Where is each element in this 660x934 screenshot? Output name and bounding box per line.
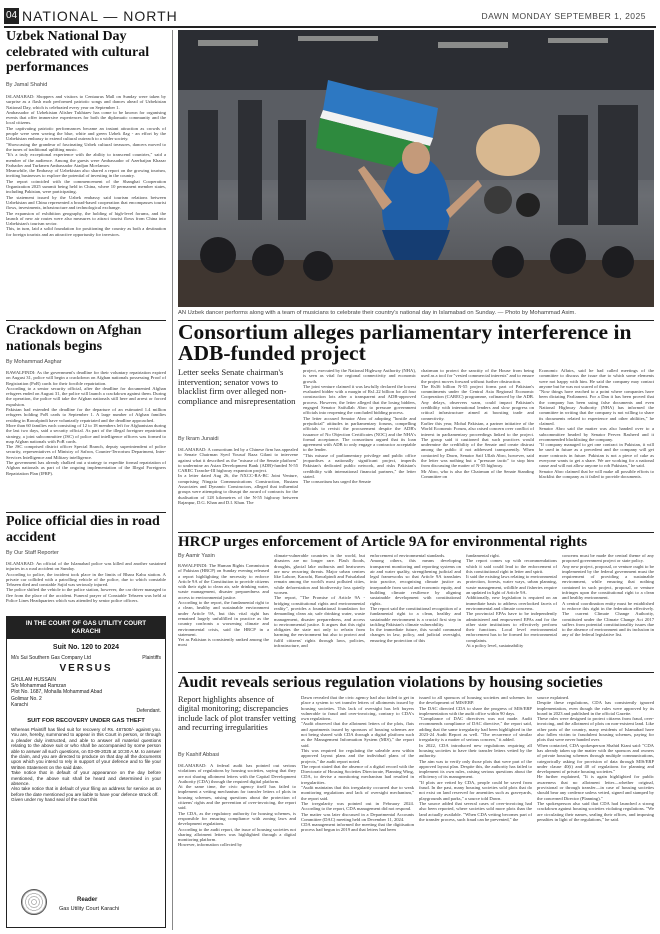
header-rule — [4, 26, 656, 28]
consortium-col3: chairman to protect the sanctity of the House from being used as a tool for "vested commercial interests" and to ensure the project moves forward without further obstruction. The Rs36 billion N-55 project forms part of Pakistan's commitments under the Central Asia Regional Economic Cooperation (CAREC) programme, cofinanced by the ADB. Any delays, observers warn, could impact Pakistan's credibility with international lenders and slow progress on critical infrastructure aimed at boosting trade and connectivity. Earlier this year, Mohal Pakistan, a partner initiative of the World Economic Forum, also raised concern over conflict of interest in parliamentary proceedings linked to the project. The group said it cautioned that such practices would undermine the credibility of the Senate and create distrust among the public if not addressed transparently. When contacted by Dawn, Senator Saif Ullah Abro, however, said the letter was nothing but a "pressure tactic" to stop him from discussing the matter of N-55 highway. Mr Abro, who is also the Chairman of the Senate Standing Committee on — [421, 368, 534, 479]
column-rule — [172, 30, 173, 930]
plaintiff: M/s Sui Southern Gas Company Ltd — [11, 655, 92, 661]
photo-caption: AN Uzbek dancer performs along with a team of musicians to celebrate their country's national day in Islamabad on Sunday. — Photo by Mohammad Asim. — [178, 310, 576, 316]
page-header — [0, 8, 660, 26]
uzbek-headline: Uzbek National Day celebrated with cultural performances — [6, 29, 150, 75]
hrcp-col2: climate-vulnerable countries in the world, but disasters are no longer rare. Flash floods, droughts, glacial lake outbursts and heatwaves are now recurring threats. Major urban centres like Lahore, Karachi, Rawalpindi and Faisalabad remain among the world's most polluted cities, while deforestation and biodiversity loss quietly worsen. The report, "The Promise of Article 9A - bridging constitutional rights and environmental reality", provides a foundational foundation for demanding clean air, safe drinking water, waste management, disaster preparedness, and access to environmental justice. It argues that this right obligates the state not only to refrain from harming the environment but also to protect and fulfil citizens' rights through laws, policies, infrastructure, and — [274, 553, 365, 649]
audit-col2: Dawn revealed that the civic agency had also failed to get in place a system to vet transfer letters of allotments issued by housing societies. This lack of oversight has left buyers vulnerable to fraud and over-invoicing, contrary to CDA's own regulations. "Audit observed that the allotment letters of the plots, flats and apartments issued by sponsors of housing schemes are not being shared with CDA through a digital platform such as the Management Information System (MIS)," the report said. This was required for regulating the saleable area within approved layout plans and the individual plans of the projects," the audit report noted. The report stated that the absence of a digital record with the Directorate of Housing Societies Directorate, Planning Wing, CDA, to devise a monitoring mechanism had resulted in irregularities. "Audit maintains that this irregularity occurred due to weak monitoring regulations and lack of oversight mechanism," the report said. The irregularity was pointed out in February 2024. According to the report, CDA management did not respond. The matter was later discussed in a Departmental Accounts Committee (DAC) meeting held on December 11, 2024. CDA management informed the meeting that the digitisation process had begun in 2019 and that letters had been — [301, 695, 414, 833]
signature-office: Gas Utility Court Karachi — [59, 906, 120, 912]
consortium-deck: Letter seeks Senate chairman's intervention; senator vows to blacklist firm over alleged non-compliance and misrepresentation — [178, 367, 296, 406]
news-photo — [178, 30, 654, 307]
divider — [178, 532, 654, 533]
versus: VERSUS — [59, 663, 113, 674]
hrcp-headline: HRCP urges enforcement of Article 9A for environmental rights — [178, 534, 588, 550]
court-notice — [6, 616, 166, 928]
court-seal — [21, 889, 47, 915]
audit-deck: Report highlights absence of digital monitoring; discrepancies include lack of plot transfer vetting and recurring irregularities — [178, 695, 296, 733]
audit-headline: Audit reveals serious regulation violations by housing societies — [178, 674, 603, 691]
consortium-col2: project, executed by the National Highway Authority (NHA), is seen as vital for regional connectivity and economic growth. The joint venture claimed it was lawfully declared the lowest evaluated bidder with a margin of Rs1.22 billion for all four construction lots after a transparent and ADB-approved process. However, the letter alleged that the losing bidders, engaged Senator Saifullah Abro to pressure government officials into reopening the concluded bidding process. The letter accused Senator Abro of adopting "hostile and prejudicial" attitudes in parliamentary forums, compelling officials to revisit the procurement despite the ADB's issuance of No Objection Certificates (NOC) and the NHA's formal acceptance. The consortium argued that its loan agreement with ADB to only engage a contractor acceptable to the lender. "This misuse of parliamentary privilege and public office jeopardises a nationally significant project, imperils Pakistan's dedicated public network, and risks Pakistan's credibility with international financial partners," the letter stated. The consortium has urged the Senate — [303, 368, 416, 485]
consortium-col1: ISLAMABAD: A consortium led by a Chinese firm has appealed to Senate Chairman Syed Yousuf Raza Gilani to intervene against what it described as the "misuse of the Senate platform" to undermine an Asian Development Bank (ADB)-funded N-55 CAREC Tranche-III highway expansion project. In a letter dated Aug 26, the NXCC-RA-BC Joint Venture, comprising Ningxia Communications Construction, Rustam Associates and Dynamic Constructors, alleged that influential groups were attempting to disrupt the award of contracts for the dualisation of 128 kilometres of the N-55 highway between Rajanpur, D.G. Khan and D.I. Khan. The — [178, 447, 298, 505]
divider — [6, 512, 166, 513]
plaintiff-label: Plaintiffs — [142, 655, 161, 661]
police-body: ISLAMABAD: An official of the Islamabad police was killed and another sustained injuries in a road accident on Sunday. According to police, the incident took place in the limits of Bhara Kahu station. A private car collided with a patrolling vehicle of the police, due to which constable Tehseen died and constable Sajid was seriously injured. The police shifted the vehicle to the police station, however, the car driver managed to flee from the place of the accident. Funeral prayer of Constable Tehseen was held at Police Lines Headquarters which was attended by senior police officers. — [6, 561, 166, 604]
police-byline: By Our Staff Reporter — [6, 550, 59, 556]
page-number: 04 — [4, 8, 19, 24]
hrcp-byline: By Aamir Yasin — [178, 553, 215, 559]
crackdown-body: RAWALPINDI: As the government's deadline for their voluntary repatriation expired on August 31, police will begin a crackdown on Afghan nationals possessing Proof of Registration (PoR) cards for their forcible repatriation. According to a senior security official, after the deadline for documented Afghan refugees ended on August 31, the police will launch a crackdown against them. During the operation, the police will take the Afghan nationals still here and arrest or forced expulsion. Pakistan had extended the deadline for the departure of an estimated 1.4 million refugees holding PoR cards to September 1. A large number of Afghan families residing in Rawalpindi have voluntarily repatriated and the deadline approached. More than 60 families each consisting of 12 to 18 members left for Afghanistan during the last two days, said a security official. As part of the illegal foreigner repatriation strategy, a joint subcommittee (JSC) of police and intelligence officers was formed to map Afghan nationals with PoR cards. The JSC comprised district officer Special Branch, deputy superintendent of police security, representatives of Ministry of Safron, Counter-Terrorism Department, Inter-Services Intelligence and Military intelligence. The government has already chalked out a strategy to expedite formal repatriation of Afghan nationals as part of the ongoing implementation of the Illegal Foreigners Repatriation Plan (IFRP). — [6, 370, 166, 476]
hrcp-col5: concerns must be made the central theme of any proposed government project or state policy. Any new project, proposal, or venture ought to be implemented by the federal government must the requirement of providing a sustainable environment, while ensuring that nothing contained in such project, proposal, or venture infringes upon the constitutional right to a clean and healthy environment. A central coordination entity must be established to enforce this right in the federation effectively. The current Climate Change Authority, constituted under the Climate Change Act 2017 suffers from potential constitutionality issues due to the absence of environment and its inclusion in any of the federal legislative list. — [562, 553, 654, 638]
court-name: IN THE COURT OF GAS UTILITY COURT KARACHI — [7, 617, 165, 639]
hrcp-col1: RAWALPINDI: The Human Rights Commission of Pakistan (HRCP) on Sunday evening released a report highlighting the necessity to enforce Article 9A of the Constitution to provide citizens with their right to clean air, safe drinking water, waste management, disaster preparedness and access to environmental justice. According to the report, the fundamental right to a clean, healthy and sustainable environment under Article 9A, but this vital right has remained largely unfulfilled in practice as the country confronts a worsening climate and environmental crisis, said the HRCP in a statement. Yet as Pakistan is consistently ranked among the most — [178, 563, 269, 648]
notice-body: Whereas Plaintiff has filed suit for recovery of Rs. 487500/- against you. You are, hereby, summoned to appear in this Court in person, or through a pleader duly instructed, and able to answer all material questions relating to the above suit or who shall be accompanied by some person able to answer all such questions, on 03-09-2025 at 10:30 A.M. to answer the claim, and you are directed to produce on that day all the documents upon which you intend to rely in support of your defence and to file your Written Statement on the said date. Take notice that in default of your appearance on the day before mentioned, the above suit shall be heard and determined in your absence. Also take notice that in default of your filing an address for service as on before the date mentioned you are liable to have your defence struck off. Given under my hand seal of the court this — [11, 727, 161, 803]
consortium-byline: By Ikram Junaidi — [178, 436, 219, 442]
section-title: NATIONAL — NORTH — [22, 8, 178, 24]
crackdown-byline: By Mohammad Asghar — [6, 359, 62, 365]
defendant-address: GHULAM HUSSAIN S/o Mohammad Ramzan Plot No. 1687, Mohalla Mohammad Abad Golimar No. 2 Karachi — [11, 677, 103, 708]
hrcp-col3: enforcement of environmental standards. Among others, this means developing transparent monitoring and reporting systems on air and water quality, strengthening judicial and legal frameworks so that Article 9A translates into practice, recognising climate justice as inseparable from social and economic equity, and building climate resilience by aligning sustainable development with constitutional rights. The report said the constitutional recognition of a fundamental right to a clean, healthy and sustainable environment is a crucial first step in tackling Pakistan's climate vulnerability. In the immediate future, this would command changes in law, policy, and judicial oversight, ensuring the protection of this — [370, 553, 461, 643]
uzbek-byline: By Jamal Shahid — [6, 82, 48, 88]
crackdown-headline: Crackdown on Afghan nationals begins — [6, 323, 142, 354]
audit-col4: source explained. Despite these regulations, CDA has consistently ignored implementation, even though the rules were approved by its board in 2023 and published in the official Gazette. These rules were designed to protect citizens from fraud, over-invoicing, and the allotment of plots on non-existent land. Like other parts of the country, many residents of Islamabad have also fallen victim to fraudulent housing schemes, paying for plots that were never handed over. When contacted, CDA spokesperson Shahid Kiani said: "CDA has already taken up the matter with the sponsors and owners of private housing schemes through multiple communications, categorically asking for provision of data through MIS/ERP under clause 40(i) and 40 of regulations for planning and development of private housing societies." He further explained, "It is again highlighted for public awareness that no allotment letter—whether original, provisional or through transfer—in case of housing societies should bear any credence unless vetted, signed and stamped by the concerned Director (Planning)." The spokesperson also said that CDA had launched a strong crackdown against housing societies violating regulations. "We are circulating their names, sealing their offices, and imposing penalties in light of the regulations," he said. — [537, 695, 654, 822]
notice-title: SUIT FOR RECOVERY UNDER GAS THEFT — [27, 718, 145, 724]
photo-scene — [178, 30, 654, 307]
audit-byline: By Kashif Abbasi — [178, 752, 220, 758]
suit-number: Suit No. 120 to 2024 — [52, 644, 120, 651]
consortium-headline: Consortium alleges parliamentary interference in ADB-funded project — [178, 320, 632, 365]
audit-col3: issued to all sponsors of housing societies and schemes for the development of MIS/ERP. The DAC directed CDA to share the progress of MIS/ERP implementation with the audit office within 90 days. "Compliance of DAC directives was not made. Audit recommends compliance of DAC directive," the report said, adding that the same irregularity had been highlighted in the 2023-24 Audit Report as well. "The recurrence of similar irregularity is a matter of serious concern," it added. In 2022, CDA introduced new regulations requiring all housing societies to have their transfer letters vetted by the authority. The aim was to verify only those plots that were part of the approved layout plan. Despite this, the authority has failed to implement its own rules, raising serious questions about the efficiency of its management. "If plots are vetted by CDA, people could be saved from fraud. In the past, many housing societies sold plots that do not exist on land reserved for amenities such as graveyards, playgrounds and parks," a source told Dawn. The source added that several cases of over-invoicing had also been reported, where societies sold more plots than the land actually available. "When CDA vetting becomes part of the transfer process, such fraud can be prevented," the — [419, 695, 532, 822]
consortium-col4: Economic Affairs, said he had called meetings of the committee to discuss the issue due to which some elements were not happy with him. He said the company may contact anyone but he was not scared of them. "Now things have reached to a point where companies have been dictating Parliament. For a Dan it has been proved that the company has been using false documents and even National Highway Authority (NHA) has informed the committee in writing that the company is not willing to share its documents related to experience and other abilities," he claimed. Senator Abro said the matter was also handed over to a subcommittee headed by Senator Pervez Rasheed and it recommended blacklisting the company. "If company managed to get one contract in Pakistan, it will be used in future as a precedent and the company will get more contracts in future. Pakistan is not a piece of cake as everyone wants to get a share. We are working for a national cause and will not allow anyone to rob Pakistan," he said. Senator Abro claimed that he will make all possible efforts to blacklist the company as it failed to provide documents. — [539, 368, 654, 479]
uzbek-body: ISLAMABAD: Shoppers and visitors to Centaurus Mall on Sunday were taken by surprise as a flash mob performed patriotic songs and dances ahead of Uzbekistan National Day, which is celebrated every year on September 1. Ambassador of Uzbekistan Alisher Tukhtaev has come to be known for organising events that offer immersive experiences for both the diplomatic community and the local citizens. The captivating patriotic performances became an instant attraction as crowds of people were seen waving the blue, white and green Uzbek flag - an effort by the Uzbekistan embassy to extend cultural outreach to a wider society. "Showcasing the grandeur of fascinating Uzbek cultural treasures, dancers moved to the tunes of traditional uplifting music. "It's a truly exceptional experience with the ability to transcend countries," said a member of the audience. Among the guests were Ambassador of Azerbaijan Khazar Farhadov and Turkmen Ambassador Atadjan Movlamov. Meanwhile, the Embassy of Uzbekistan also shared a report on the growing tourism, inviting businesses to explore the potential of investing in the country. The report coincided with the commencement of the Shanghai Cooperation Organization 2025 summit being held in China, where 10 permanent member states, including Pakistan, were participating. The statement issued by the Uzbek embassy said tourism relations between Uzbekistan and China represented a broad-based cooperation that encompasses tourist flows, investments, infrastructure and technological exchange. The expansion of exhibition geography, the holding of high-level forums, and the launch of new air routes were also measures to attract tourist flows from China into Uzbekistan's tourism sector. This, in turn, laid a solid foundation for positioning the country as both a destination for foreign tourists and an attractive opportunity for investors. — [6, 94, 166, 237]
audit-col1: ISLAMABAD: A federal audit has pointed out serious violations of regulations by housing societies, saying that they are not sharing allotment letters with the Capital Development Authority (CDA) through the required digital platform. At the same time, the civic agency itself has failed to implement a vetting mechanism for transfer letters of plots in housing schemes, raising questions about the protection of citizens' rights and the prevention of over-invoicing, the report said. The CDA, as the regulatory authority for housing schemes, is responsible for ensuring compliance with zoning laws and development regulations. According to the audit report, the issue of housing societies not sharing allotment letters was highlighted through a digital monitoring platform. However, information collected by — [178, 763, 296, 848]
hrcp-col4: fundamental right. The report comes up with recommendations which it said could lead to the enforcement of this constitutional right in letter and spirit. It said the existing laws relating to environmental protection, forests, water ways, urban planning, waste management, wildlife and fisheries require an updated in light of Article 9A. Additionally, new legislation is required on an immediate basis to address overlooked facets of environmental and climate concerns. The provincial EPAs have to be independently administered and empowered EPAs and for the other state institutions to effectively perform their functions. Local level environmental enforcement has to be formed for environmental complaints. At a policy level, sustainability — [466, 553, 557, 649]
divider — [6, 320, 166, 321]
signature-label: Reader — [77, 897, 98, 903]
police-headline: Police official dies in road accident — [6, 514, 160, 545]
dateline: DAWN MONDAY SEPTEMBER 1, 2025 — [481, 11, 646, 21]
defendant-label: Defendant. — [136, 708, 161, 714]
divider — [178, 672, 654, 673]
